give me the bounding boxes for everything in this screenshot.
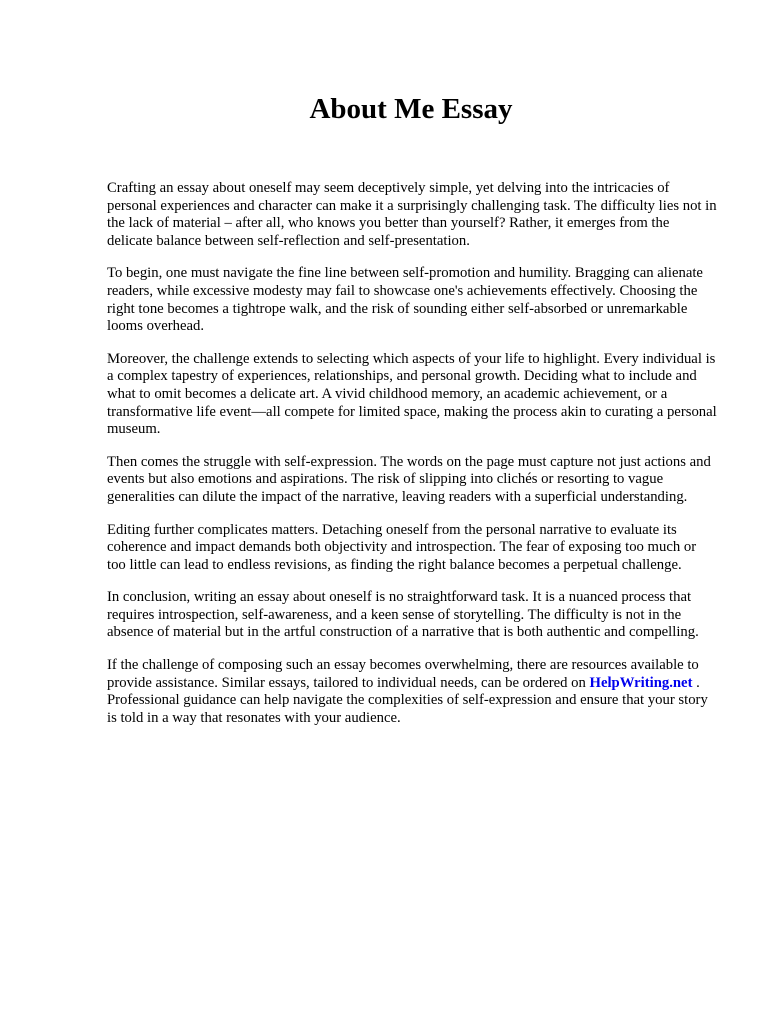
paragraph-7 [107,657,717,727]
paragraph-5: Editing further complicates matters. Detaching oneself from the personal narrative to evaluate its coherence and impact demands both objectivity and introspection. The fear of exposing too much or too little can lead to endless revisions, as finding the right balance becomes a perpetual challenge. [107,521,697,573]
paragraph-7-text-after-link: . Professional guidance can help navigate the complexities of self-expression and ensure that your story is told in a way that resonates with your audience. [107,674,708,726]
essay-body [107,180,717,742]
paragraph-6: In conclusion, writing an essay about oneself is no straightforward task. It is a nuanced process that requires introspection, self-awareness, and a keen sense of storytelling. The difficulty is not in the absence of material but in the artful construction of a narrative that is both authentic and compelling. [107,589,699,641]
paragraph-2: To begin, one must navigate the fine line between self-promotion and humility. Bragging can alienate readers, while excessive modesty may fail to showcase one's achievements effectively. Choosing the right tone becomes a tightrope walk, and the risk of sounding either self-absorbed or unremarkable looms overhead. [107,265,703,335]
paragraph-3: Moreover, the challenge extends to selecting which aspects of your life to highlight. Every individual is a complex tapestry of experiences, relationships, and personal growth. Deciding what to include and what to omit becomes a delicate art. A vivid childhood memory, an academic achievement, or a transformative life event—all compete for limited space, making the process akin to curating a personal museum. [107,350,717,438]
paragraph-7-text-before-link: If the challenge of composing such an essay becomes overwhelming, there are resources available to provide assistance. Similar essays, tailored to individual needs, can be ordered on [107,657,699,691]
page-title: About Me Essay [309,93,513,125]
paragraph-1: Crafting an essay about oneself may seem deceptively simple, yet delving into the intricacies of personal experiences and character can make it a surprisingly challenging task. The difficulty lies not in the lack of material – after all, who knows you better than yourself? Rather, it emerges from the delicate balance between self-reflection and self-presentation. [107,180,717,249]
helpwriting-link[interactable]: HelpWriting.net [589,674,693,691]
paragraph-4: Then comes the struggle with self-expression. The words on the page must capture not just actions and events but also emotions and aspirations. The risk of slipping into clichés or resorting to vague generalities can dilute the impact of the narrative, leaving readers with a superficial understanding. [107,453,711,505]
